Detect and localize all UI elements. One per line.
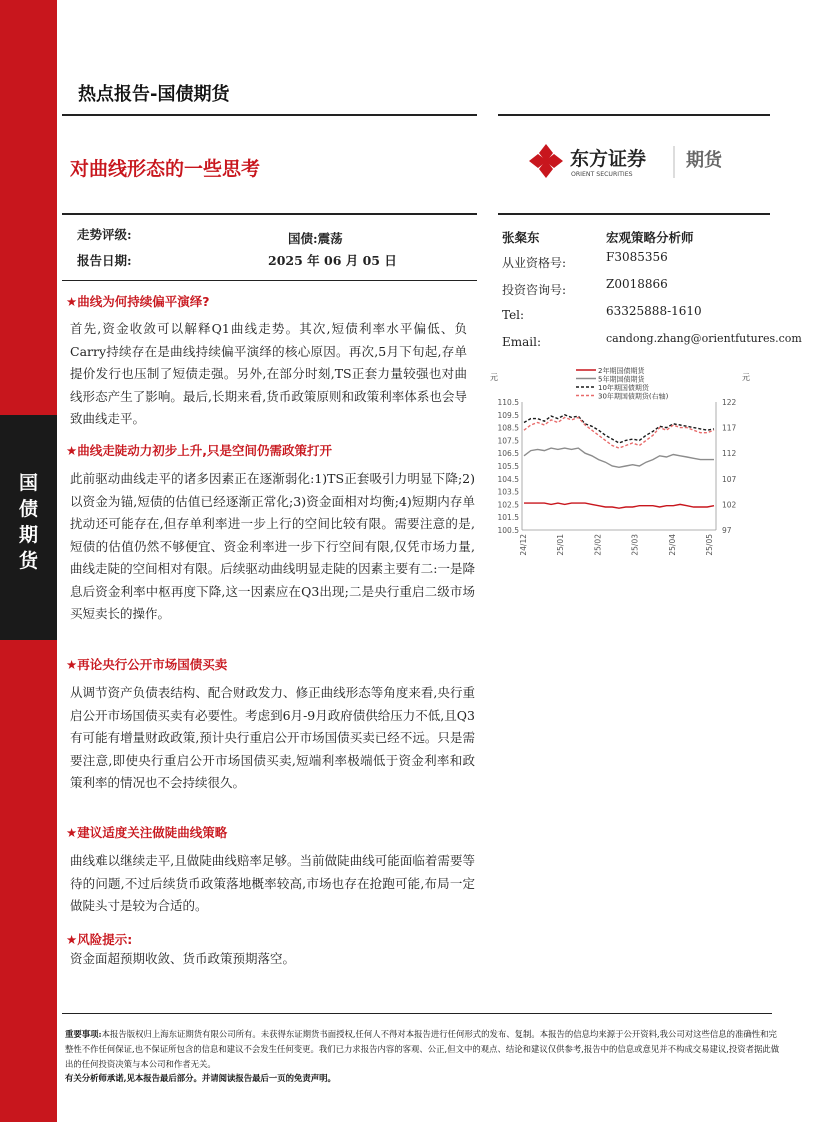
rating-value: 国债:震荡 <box>288 231 343 246</box>
x-tick-label: 25/02 <box>593 534 603 556</box>
sidebar-char: 债 <box>18 498 38 520</box>
disclaimer-text: 本报告版权归上海东证期货有限公司所有。未获得东证期货书面授权,任何人不得对本报告进行任何形式的发布、复制。本报告的信息均来源于公开资料,我公司对这些信息的准确性和完整性不作任何保证,也不保证所包含的信息和建议不会发生任何变更。我们已力求报告内容的客观、公正,但文中的观点、结论和建议仅供参考,报告中的信息或意见并不构成交易建议,投资者据此做出的任何投资决策与本公司和作者无关。 <box>65 1029 780 1069</box>
series-line <box>524 503 714 508</box>
x-tick-label: 25/05 <box>705 534 714 556</box>
y-tick-label-left: 105.5 <box>497 462 519 471</box>
y-tick-label-left: 103.5 <box>497 487 519 497</box>
bond-futures-chart <box>488 362 788 592</box>
orient-logo-icon <box>528 140 738 182</box>
y-tick-label-right: 97 <box>722 526 732 535</box>
series-line <box>524 448 714 467</box>
section-heading: ★建议适度关注做陡曲线策略 <box>66 825 228 840</box>
y-tick-label-left: 107.5 <box>497 436 519 446</box>
section-heading: ★再论央行公开市场国债买卖 <box>66 657 228 672</box>
cert-label: 从业资格号: <box>502 256 567 270</box>
x-tick-label: 24/12 <box>519 534 528 556</box>
chart-ylabel-right: 元 <box>742 373 750 382</box>
y-tick-label-left: 100.5 <box>497 526 519 535</box>
analyst-statement: 有关分析师承诺,见本报告最后部分。并请阅读报告最后一页的免责声明。 <box>65 1073 336 1083</box>
y-tick-label-right: 107 <box>722 474 737 484</box>
y-tick-label-left: 106.5 <box>497 449 519 459</box>
header-rule-right <box>498 114 770 116</box>
meta-rule-left <box>62 213 477 215</box>
logo-en: ORIENT SECURITIES <box>571 171 633 178</box>
x-tick-label: 25/01 <box>556 534 566 556</box>
sidebar-char: 期 <box>18 524 38 546</box>
y-tick-label-left: 102.5 <box>497 500 519 510</box>
footer-rule <box>62 1013 772 1014</box>
cert-value: F3085356 <box>606 250 668 264</box>
legend-label: 5年期国债期货 <box>598 375 645 384</box>
meta-rule-right <box>498 213 770 215</box>
date-value: 2025 年 06 月 05 日 <box>268 253 397 268</box>
date-label: 报告日期: <box>77 253 132 268</box>
sidebar-char: 国 <box>18 472 38 494</box>
tel-label: Tel: <box>502 308 525 322</box>
x-tick-label: 25/04 <box>667 534 677 556</box>
sidebar-char: 货 <box>18 550 38 572</box>
section-body: 此前驱动曲线走平的诸多因素正在逐渐弱化:1)TS正套吸引力明显下降;2)以资金为锚,短债的估值已经逐渐正常化;3)资金面相对均衡;4)短期内存单扰动还可能存在,但存单利率进一步上行的空间比较有限。需要注意的是,短债的估值仍然不够便宜、资金利率进一步下行空间有限,仅凭市场力量,曲线走陡的空间相对有限。后续驱动曲线明显走陡的因素主要有二:一是降息后资金利率中枢再度下降,这一因素应在Q3出现;二是央行重启二级市场买短卖长的操作。 <box>70 471 475 621</box>
chart-ylabel-left: 元 <box>490 373 498 382</box>
analyst-title: 宏观策略分析师 <box>606 230 694 245</box>
legend-label: 2年期国债期货 <box>598 367 645 375</box>
disclaimer <box>65 1027 780 1072</box>
section-heading: ★曲线走陡动力初步上升,只是空间仍需政策打开 <box>66 443 332 458</box>
company-logo <box>528 140 738 182</box>
y-tick-label-left: 109.5 <box>497 410 519 420</box>
section-body: 曲线难以继续走平,且做陡曲线赔率足够。当前做陡曲线可能面临着需要等待的问题,不过后续货币政策落地概率较高,市场也存在抢跑可能,布局一定做陡头寸是较为合适的。 <box>70 853 475 913</box>
report-type: 热点报告-国债期货 <box>78 84 230 105</box>
analyst-name: 张粲东 <box>502 230 540 245</box>
legend-label: 30年期国债期货(右轴) <box>598 392 669 401</box>
page-title: 对曲线形态的一些思考 <box>70 158 261 180</box>
logo-cn: 东方证券 <box>570 148 647 170</box>
y-tick-label-right: 117 <box>722 423 737 433</box>
section-body: 首先,资金收敛可以解释Q1曲线走势。其次,短债利率水平偏低、负Carry持续存在是曲线持续偏平演绎的核心原因。再次,5月下旬起,存单提价发行也压制了短债走强。另外,在部分时刻,TS正套力量较强也对曲线形态产生了影响。最后,长期来看,货币政策原则和政策利率体系也会导致曲线走平。 <box>70 321 467 426</box>
series-line <box>524 415 714 443</box>
email-value: candong.zhang@orientfutures.com <box>606 332 802 345</box>
section-heading: ★曲线为何持续偏平演绎? <box>66 294 210 309</box>
y-tick-label-right: 122 <box>722 398 737 407</box>
section-body: 资金面超预期收敛、货币政策预期落空。 <box>70 951 296 966</box>
tel-value: 63325888-1610 <box>606 304 702 318</box>
meta-divider <box>62 280 477 281</box>
y-tick-label-left: 108.5 <box>497 423 519 433</box>
sidebar-category-label <box>0 470 57 574</box>
email-label: Email: <box>502 335 542 349</box>
y-tick-label-left: 101.5 <box>497 513 519 523</box>
logo-division: 期货 <box>686 150 722 171</box>
invest-label: 投资咨询号: <box>502 283 567 297</box>
section-body: 从调节资产负债表结构、配合财政发力、修正曲线形态等角度来看,央行重启公开市场国债买卖有必要性。考虑到6月-9月政府债供给压力不低,且Q3有可能有增量财政政策,预计央行重启公开市场国债买卖已经不远。只是需要注意,即使央行重启公开市场国债买卖,短端利率极端低于资金利率和政策利率的情况也不会持续很久。 <box>70 685 475 790</box>
y-tick-label-right: 102 <box>722 500 737 510</box>
y-tick-label-left: 110.5 <box>497 398 519 407</box>
y-tick-label-right: 112 <box>722 449 737 459</box>
header-rule-left <box>62 114 477 116</box>
disclaimer-label: 重要事项: <box>65 1029 102 1039</box>
rating-label: 走势评级: <box>77 227 132 242</box>
x-tick-label: 25/03 <box>630 534 640 556</box>
section-heading: ★风险提示: <box>66 932 133 947</box>
chart-svg <box>488 362 788 592</box>
legend-label: 10年期国债期货 <box>598 384 649 392</box>
series-line <box>524 417 714 448</box>
invest-value: Z0018866 <box>606 277 668 291</box>
y-tick-label-left: 104.5 <box>497 474 519 484</box>
